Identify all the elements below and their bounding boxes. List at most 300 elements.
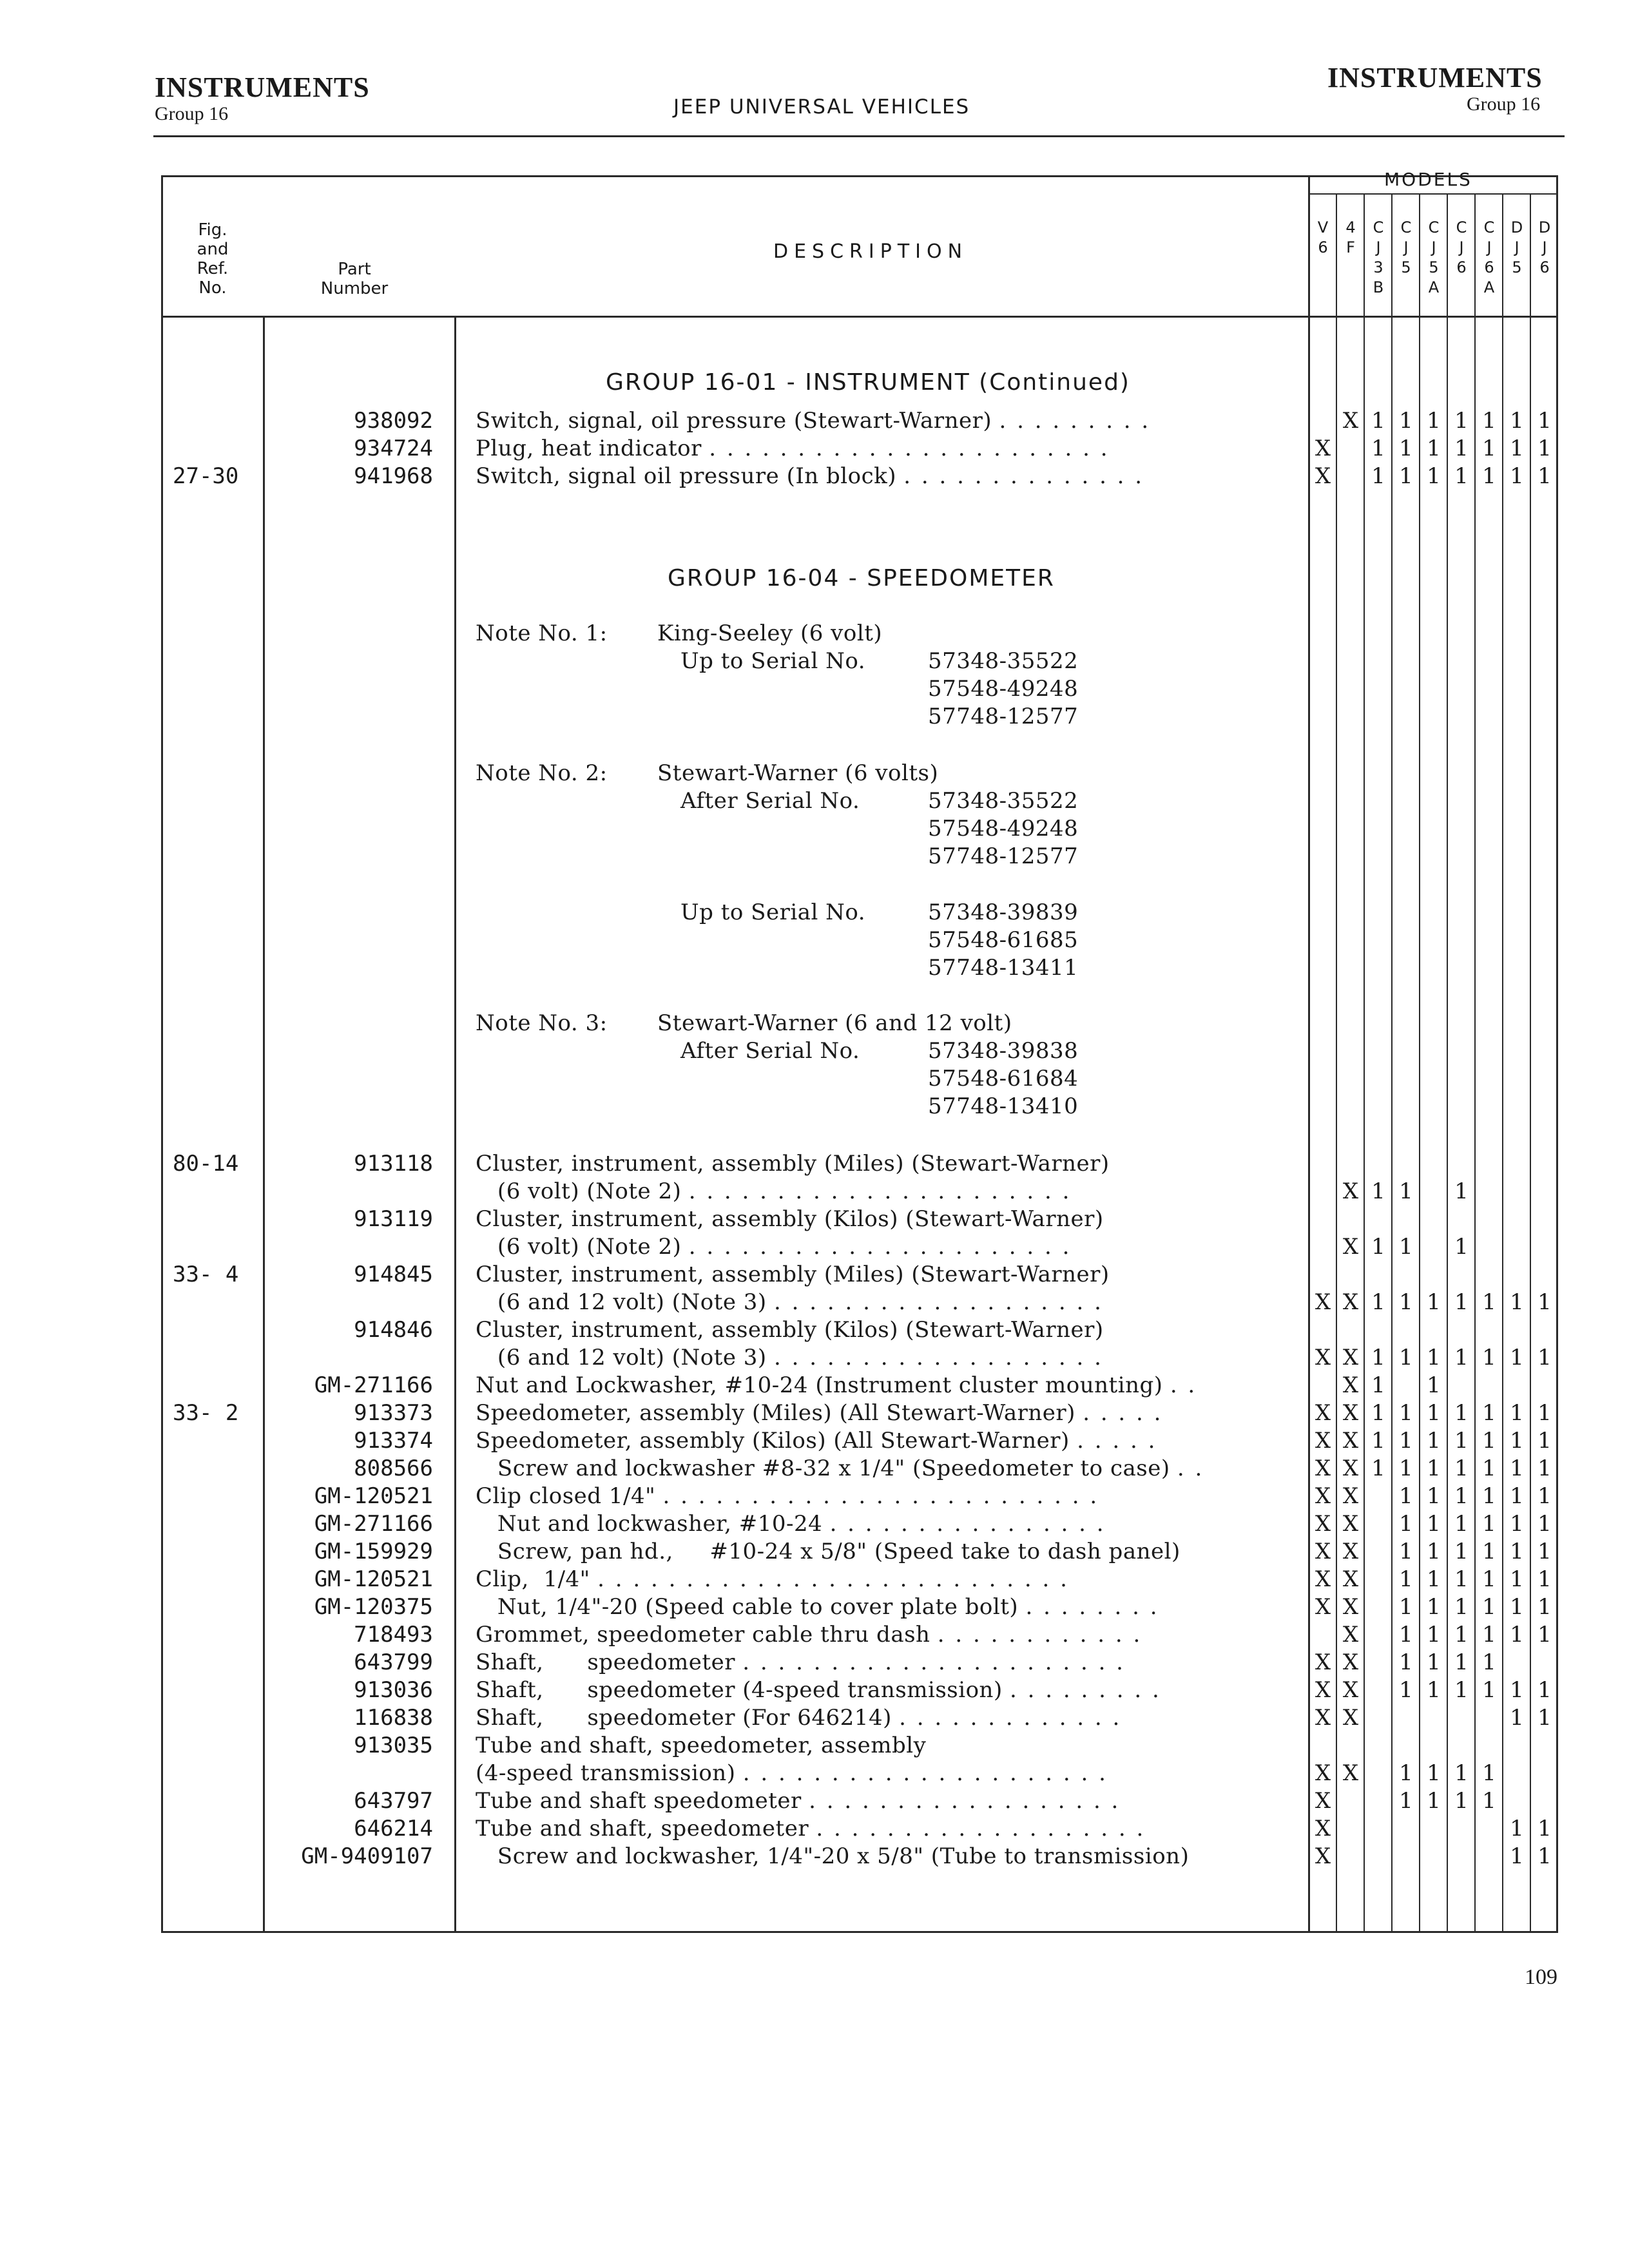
model-cell: 1 xyxy=(1371,1400,1385,1426)
model-cell: 1 xyxy=(1537,1511,1552,1537)
fig-ref-cell: 80-14 xyxy=(173,1151,239,1177)
description-text: (6 and 12 volt) (Note 3) xyxy=(476,1289,767,1315)
model-cell: 1 xyxy=(1399,463,1413,489)
model-cell: 1 xyxy=(1537,1677,1552,1703)
part-number-cell: GM-120521 xyxy=(314,1483,433,1509)
model-cell: 1 xyxy=(1537,1483,1552,1509)
note-title: Stewart-Warner (6 and 12 volt) xyxy=(657,1010,1012,1036)
model-cell: X xyxy=(1315,1539,1331,1564)
model-header-char: 4 xyxy=(1345,218,1356,236)
part-number-cell: 718493 xyxy=(354,1622,433,1648)
table-row xyxy=(0,1483,1629,1510)
model-column-header xyxy=(1420,218,1448,298)
model-cell: X xyxy=(1342,1677,1359,1703)
model-cell: X xyxy=(1342,1428,1359,1454)
model-cell: 1 xyxy=(1454,1483,1469,1509)
model-cell: 1 xyxy=(1399,1483,1413,1509)
model-cell: 1 xyxy=(1371,1345,1385,1370)
description-cell xyxy=(476,1178,1289,1206)
model-cell: 1 xyxy=(1371,1289,1385,1315)
model-cell: 1 xyxy=(1454,1622,1469,1648)
model-header-char: C xyxy=(1483,218,1495,236)
model-cell: 1 xyxy=(1510,436,1524,461)
description-text: Screw and lockwasher #8-32 x 1/4" (Speedometer to case) xyxy=(476,1456,1170,1481)
model-cell: 1 xyxy=(1399,436,1413,461)
description-cell xyxy=(476,1815,1289,1843)
description-text: Clip, 1/4" xyxy=(476,1566,590,1592)
model-cell: 1 xyxy=(1482,1483,1496,1509)
note-title: Stewart-Warner (6 volts) xyxy=(657,760,939,786)
description-cell xyxy=(476,1261,1289,1289)
leader-dots: . . . . . . . . . . . . . . . . . . . . . . . . . . . xyxy=(597,1566,1069,1592)
note-serial: 57348-39838 xyxy=(928,1038,1079,1064)
part-number-cell: GM-159929 xyxy=(314,1539,433,1564)
model-cell: 1 xyxy=(1399,1234,1413,1260)
model-cell: 1 xyxy=(1399,1289,1413,1315)
model-cell: 1 xyxy=(1537,1705,1552,1731)
model-cell: X xyxy=(1315,1788,1331,1814)
table-row xyxy=(0,1399,1629,1427)
model-cell: 1 xyxy=(1427,1345,1441,1370)
model-header-char: J xyxy=(1403,238,1409,256)
part-number-cell: 913036 xyxy=(354,1677,433,1703)
description-text: Grommet, speedometer cable thru dash xyxy=(476,1622,930,1648)
part-number-cell: 941968 xyxy=(354,463,433,489)
header-left-group: Group 16 xyxy=(155,103,229,124)
table-row xyxy=(0,1704,1629,1732)
model-cell: 1 xyxy=(1510,1511,1524,1537)
group-heading-speedometer: GROUP 16-04 - SPEEDOMETER xyxy=(668,565,1055,591)
model-cell: 1 xyxy=(1399,1649,1413,1675)
model-cell: 1 xyxy=(1427,1428,1441,1454)
model-cell: 1 xyxy=(1510,1705,1524,1731)
part-number-cell: GM-9409107 xyxy=(301,1843,433,1869)
model-cell: 1 xyxy=(1399,1566,1413,1592)
leader-dots: . . . . . . . . . . . . . . . . . . . xyxy=(774,1345,1103,1370)
model-cell: 1 xyxy=(1454,1788,1469,1814)
model-cell: X xyxy=(1315,1483,1331,1509)
model-cell: X xyxy=(1342,1345,1359,1370)
table-row xyxy=(0,1455,1629,1483)
part-number-cell: 938092 xyxy=(354,408,433,434)
model-header-char: 5 xyxy=(1429,258,1439,276)
description-cell xyxy=(476,1427,1289,1455)
description-cell xyxy=(476,1455,1289,1483)
table-row xyxy=(0,463,1629,490)
leader-dots: . . . . . . . . . . . . . . . . xyxy=(829,1511,1106,1537)
leader-dots: . . . . . . . . . . . . . . . . . . . xyxy=(774,1289,1103,1315)
model-cell: X xyxy=(1315,463,1331,489)
model-cell: 1 xyxy=(1371,1372,1385,1398)
model-column-header xyxy=(1309,218,1337,258)
model-cell: 1 xyxy=(1537,1816,1552,1841)
leader-dots: . . . . . . . . . . . . . . . . . . xyxy=(809,1788,1121,1814)
note-serial: 57748-12577 xyxy=(928,843,1079,869)
model-cell: 1 xyxy=(1537,1566,1552,1592)
leader-dots: . . . . . . . . . . . . . . . . . . . . . xyxy=(742,1760,1108,1786)
model-cell: 1 xyxy=(1427,1400,1441,1426)
part-number-cell: GM-120375 xyxy=(314,1594,433,1620)
model-cell: 1 xyxy=(1510,1594,1524,1620)
description-cell xyxy=(476,1704,1289,1732)
model-column-header xyxy=(1336,218,1365,258)
table-row xyxy=(0,1372,1629,1399)
model-cell: X xyxy=(1315,1594,1331,1620)
model-cell: 1 xyxy=(1399,1428,1413,1454)
model-cell: 1 xyxy=(1427,436,1441,461)
model-cell: X xyxy=(1342,1566,1359,1592)
note-label: Note No. 2: xyxy=(476,760,608,786)
leader-dots: . . . . . xyxy=(1077,1428,1157,1454)
fig-ref-header-line: Ref. xyxy=(197,259,229,278)
table-row xyxy=(0,1316,1629,1344)
header-rule xyxy=(153,135,1565,137)
model-cell: 1 xyxy=(1427,1539,1441,1564)
model-cell: 1 xyxy=(1399,1539,1413,1564)
model-cell: X xyxy=(1315,1400,1331,1426)
model-column-header xyxy=(1475,218,1503,298)
table-row xyxy=(0,1593,1629,1621)
table-row xyxy=(0,1621,1629,1649)
description-text: (6 and 12 volt) (Note 3) xyxy=(476,1345,767,1370)
description-text: Cluster, instrument, assembly (Kilos) (Stewart-Warner) xyxy=(476,1317,1104,1343)
part-number-cell: GM-120521 xyxy=(314,1566,433,1592)
model-header-char: V xyxy=(1317,218,1329,236)
model-column-header xyxy=(1530,218,1559,278)
leader-dots: . . . . . . . . xyxy=(1025,1594,1159,1620)
model-cell: 1 xyxy=(1482,1566,1496,1592)
model-header-char: B xyxy=(1373,278,1384,296)
group-heading-instrument: GROUP 16-01 - INSTRUMENT (Continued) xyxy=(606,369,1130,396)
model-cell: 1 xyxy=(1482,436,1496,461)
fig-ref-cell: 27-30 xyxy=(173,463,239,489)
model-cell: 1 xyxy=(1510,1428,1524,1454)
description-cell xyxy=(476,1566,1289,1593)
description-text: Speedometer, assembly (Miles) (All Stewart-Warner) xyxy=(476,1400,1075,1426)
description-cell xyxy=(476,1233,1289,1261)
table-row xyxy=(0,1815,1629,1843)
model-cell: 1 xyxy=(1482,1456,1496,1481)
note-label: Note No. 3: xyxy=(476,1010,608,1036)
table-row xyxy=(0,1150,1629,1178)
description-cell xyxy=(476,1760,1289,1787)
model-cell: X xyxy=(1342,1511,1359,1537)
model-cell: 1 xyxy=(1482,1289,1496,1315)
description-text: Cluster, instrument, assembly (Kilos) (Stewart-Warner) xyxy=(476,1206,1104,1232)
model-header-char: A xyxy=(1483,278,1495,296)
model-cell: 1 xyxy=(1399,1677,1413,1703)
description-text: Tube and shaft, speedometer, assembly xyxy=(476,1733,927,1758)
description-cell xyxy=(476,1593,1289,1621)
model-cell: 1 xyxy=(1427,1372,1441,1398)
model-cell: 1 xyxy=(1399,1345,1413,1370)
model-cell: 1 xyxy=(1371,1456,1385,1481)
part-number-cell: 646214 xyxy=(354,1816,433,1841)
description-cell xyxy=(476,1316,1289,1344)
model-header-char: F xyxy=(1346,238,1355,256)
model-cell: 1 xyxy=(1454,1289,1469,1315)
note-serial: 57348-35522 xyxy=(928,648,1079,674)
fig-ref-header xyxy=(171,220,255,298)
model-cell: 1 xyxy=(1427,1566,1441,1592)
part-number-cell: 116838 xyxy=(354,1705,433,1731)
model-cell: 1 xyxy=(1371,463,1385,489)
models-header: MODELS xyxy=(1384,169,1472,190)
model-cell: 1 xyxy=(1454,1539,1469,1564)
model-cell: 1 xyxy=(1510,1539,1524,1564)
part-number-cell: 913118 xyxy=(354,1151,433,1177)
model-cell: 1 xyxy=(1399,1594,1413,1620)
description-cell xyxy=(476,1649,1289,1677)
table-row xyxy=(0,1289,1629,1316)
model-cell: 1 xyxy=(1427,1511,1441,1537)
model-cell: 1 xyxy=(1399,1760,1413,1786)
model-cell: 1 xyxy=(1399,1178,1413,1204)
model-cell: X xyxy=(1315,1566,1331,1592)
part-number-cell: 934724 xyxy=(354,436,433,461)
model-cell: 1 xyxy=(1427,1456,1441,1481)
model-cell: X xyxy=(1342,1178,1359,1204)
part-number-cell: GM-271166 xyxy=(314,1372,433,1398)
model-cell: 1 xyxy=(1427,1677,1441,1703)
leader-dots: . . xyxy=(1170,1372,1197,1398)
model-cell: 1 xyxy=(1399,408,1413,434)
leader-dots: . . . . . xyxy=(1083,1400,1163,1426)
model-header-char: C xyxy=(1428,218,1440,236)
model-cell: X xyxy=(1342,1622,1359,1648)
model-cell: 1 xyxy=(1454,1428,1469,1454)
description-text: Nut, 1/4"-20 (Speed cable to cover plate bolt) xyxy=(476,1594,1019,1620)
model-cell: 1 xyxy=(1371,408,1385,434)
model-header-char: C xyxy=(1456,218,1467,236)
leader-dots: . . . . . . . . . . . . . . . . . . . . . . . . . xyxy=(662,1483,1099,1509)
model-header-char: 5 xyxy=(1512,258,1522,276)
model-cell: 1 xyxy=(1482,1622,1496,1648)
model-cell: X xyxy=(1315,1705,1331,1731)
fig-ref-header-line: and xyxy=(197,240,229,259)
model-cell: 1 xyxy=(1537,1594,1552,1620)
leader-dots: . . . . . . . . . . . . . . . . . . . . . . xyxy=(688,1178,1072,1204)
model-cell: 1 xyxy=(1537,436,1552,461)
model-cell: X xyxy=(1315,1843,1331,1869)
model-header-char: 6 xyxy=(1539,258,1550,276)
model-cell: X xyxy=(1342,1234,1359,1260)
description-cell xyxy=(476,1150,1289,1178)
model-header-char: 6 xyxy=(1456,258,1467,276)
model-header-char: C xyxy=(1373,218,1384,236)
model-cell: X xyxy=(1315,1456,1331,1481)
model-header-char: 3 xyxy=(1373,258,1383,276)
model-cell: 1 xyxy=(1454,1649,1469,1675)
description-text: Nut and Lockwasher, #10-24 (Instrument cluster mounting) xyxy=(476,1372,1163,1398)
model-cell: 1 xyxy=(1510,1622,1524,1648)
model-cell: 1 xyxy=(1482,1788,1496,1814)
model-cell: 1 xyxy=(1510,1677,1524,1703)
table-row xyxy=(0,1233,1629,1261)
part-number-cell: 914845 xyxy=(354,1262,433,1287)
model-cell: 1 xyxy=(1482,1760,1496,1786)
model-header-char: J xyxy=(1487,238,1492,256)
fig-ref-header-line: Fig. xyxy=(198,220,227,240)
part-number-cell: 808566 xyxy=(354,1456,433,1481)
description-text: Shaft, speedometer xyxy=(476,1649,735,1675)
description-text: Nut and lockwasher, #10-24 xyxy=(476,1511,823,1537)
description-cell xyxy=(476,1399,1289,1427)
model-cell: X xyxy=(1342,1649,1359,1675)
model-cell: 1 xyxy=(1482,1539,1496,1564)
model-cell: 1 xyxy=(1510,1483,1524,1509)
model-cell: 1 xyxy=(1427,408,1441,434)
description-cell xyxy=(476,1787,1289,1815)
part-number-header-line: Number xyxy=(320,279,389,298)
model-cell: 1 xyxy=(1454,1345,1469,1370)
model-cell: 1 xyxy=(1427,1594,1441,1620)
table-row xyxy=(0,1261,1629,1289)
model-cell: 1 xyxy=(1482,1677,1496,1703)
model-cell: 1 xyxy=(1427,1760,1441,1786)
model-cell: X xyxy=(1342,1539,1359,1564)
model-cell: 1 xyxy=(1427,1622,1441,1648)
description-text: Cluster, instrument, assembly (Miles) (Stewart-Warner) xyxy=(476,1262,1110,1287)
table-row xyxy=(0,1427,1629,1455)
model-cell: 1 xyxy=(1510,1400,1524,1426)
model-cell: 1 xyxy=(1454,1594,1469,1620)
model-cell: 1 xyxy=(1454,1760,1469,1786)
note-serial: 57548-49248 xyxy=(928,816,1079,841)
description-cell xyxy=(476,1621,1289,1649)
description-cell xyxy=(476,1510,1289,1538)
part-number-cell: 913035 xyxy=(354,1733,433,1758)
model-cell: X xyxy=(1315,436,1331,461)
model-column-header xyxy=(1392,218,1420,278)
model-cell: 1 xyxy=(1454,1456,1469,1481)
model-cell: 1 xyxy=(1482,1345,1496,1370)
description-cell xyxy=(476,1843,1289,1870)
model-cell: 1 xyxy=(1454,1234,1469,1260)
model-cell: 1 xyxy=(1454,463,1469,489)
description-text: Shaft, speedometer (For 646214) xyxy=(476,1705,892,1731)
model-cell: X xyxy=(1342,1456,1359,1481)
note-title: King-Seeley (6 volt) xyxy=(657,620,883,646)
model-cell: 1 xyxy=(1482,1649,1496,1675)
model-cell: X xyxy=(1315,1345,1331,1370)
model-cell: 1 xyxy=(1454,408,1469,434)
model-cell: X xyxy=(1342,1289,1359,1315)
model-cell: 1 xyxy=(1482,463,1496,489)
description-cell xyxy=(476,407,1289,435)
description-text: Speedometer, assembly (Kilos) (All Stewart-Warner) xyxy=(476,1428,1070,1454)
note-serial: 57348-39839 xyxy=(928,899,1079,925)
note-serial-label: After Serial No. xyxy=(680,1038,860,1064)
table-row xyxy=(0,1843,1629,1870)
fig-ref-cell: 33- 2 xyxy=(173,1400,239,1426)
leader-dots: . . . . . . . . . . . . . . . . . . . . . . . xyxy=(709,436,1110,461)
note-serial-label: Up to Serial No. xyxy=(680,899,866,925)
description-text: (4-speed transmission) xyxy=(476,1760,736,1786)
note-serial-label: Up to Serial No. xyxy=(680,648,866,674)
model-cell: 1 xyxy=(1371,436,1385,461)
part-number-header xyxy=(303,260,406,298)
note-serial: 57748-12577 xyxy=(928,704,1079,729)
model-cell: X xyxy=(1315,1677,1331,1703)
model-cell: 1 xyxy=(1510,1843,1524,1869)
table-row xyxy=(0,1178,1629,1206)
leader-dots: . . . . . . . . . xyxy=(999,408,1151,434)
model-cell: 1 xyxy=(1537,1843,1552,1869)
model-header-char: J xyxy=(1542,238,1547,256)
model-cell: 1 xyxy=(1537,1289,1552,1315)
model-cell: 1 xyxy=(1482,1400,1496,1426)
note-serial: 57348-35522 xyxy=(928,788,1079,814)
model-cell: 1 xyxy=(1482,1594,1496,1620)
note-serial: 57548-49248 xyxy=(928,676,1079,702)
note-serial-label: After Serial No. xyxy=(680,788,860,814)
model-header-char: 5 xyxy=(1401,258,1411,276)
model-cell: X xyxy=(1342,1483,1359,1509)
model-column-header xyxy=(1503,218,1531,278)
part-number-cell: 643797 xyxy=(354,1788,433,1814)
description-cell xyxy=(476,1538,1289,1566)
header-center-title: JEEP UNIVERSAL VEHICLES xyxy=(673,95,970,119)
leader-dots: . . . . . . . . . . . . . xyxy=(899,1705,1122,1731)
model-cell: 1 xyxy=(1427,463,1441,489)
model-cell: 1 xyxy=(1427,1483,1441,1509)
description-cell xyxy=(476,1289,1289,1316)
model-cell: 1 xyxy=(1371,1178,1385,1204)
model-cell: 1 xyxy=(1537,463,1552,489)
model-cell: 1 xyxy=(1454,1566,1469,1592)
description-text: Switch, signal oil pressure (In block) xyxy=(476,463,896,489)
description-cell xyxy=(476,435,1289,463)
model-cell: X xyxy=(1315,1289,1331,1315)
model-cell: 1 xyxy=(1399,1400,1413,1426)
table-row xyxy=(0,1760,1629,1787)
model-header-char: 6 xyxy=(1484,258,1494,276)
model-cell: 1 xyxy=(1537,1428,1552,1454)
model-cell: 1 xyxy=(1482,408,1496,434)
header-right-group: Group 16 xyxy=(1467,93,1541,115)
model-cell: X xyxy=(1342,1594,1359,1620)
model-header-char: D xyxy=(1538,218,1551,236)
model-cell: 1 xyxy=(1482,1428,1496,1454)
description-text: (6 volt) (Note 2) xyxy=(476,1234,682,1260)
description-text: Screw and lockwasher, 1/4"-20 x 5/8" (Tube to transmission) xyxy=(476,1843,1190,1869)
model-cell: 1 xyxy=(1399,1456,1413,1481)
table-row xyxy=(0,407,1629,435)
model-cell: X xyxy=(1342,408,1359,434)
model-cell: 1 xyxy=(1510,1566,1524,1592)
part-number-cell: 914846 xyxy=(354,1317,433,1343)
model-column-header xyxy=(1364,218,1393,298)
model-header-char: J xyxy=(1514,238,1519,256)
table-row xyxy=(0,1732,1629,1760)
model-cell: 1 xyxy=(1510,1816,1524,1841)
description-cell xyxy=(476,1206,1289,1233)
note-serial: 57748-13410 xyxy=(928,1093,1079,1119)
model-cell: 1 xyxy=(1510,1456,1524,1481)
description-text: Tube and shaft speedometer xyxy=(476,1788,802,1814)
table-row xyxy=(0,1538,1629,1566)
model-cell: X xyxy=(1342,1760,1359,1786)
table-row xyxy=(0,1566,1629,1593)
model-cell: 1 xyxy=(1371,1428,1385,1454)
table-row xyxy=(0,435,1629,463)
model-header-char: J xyxy=(1431,238,1436,256)
description-text: Cluster, instrument, assembly (Miles) (Stewart-Warner) xyxy=(476,1151,1110,1177)
part-number-header-line: Part xyxy=(338,260,371,279)
table-row xyxy=(0,1787,1629,1815)
leader-dots: . . . . . . . . . . . . xyxy=(937,1622,1142,1648)
